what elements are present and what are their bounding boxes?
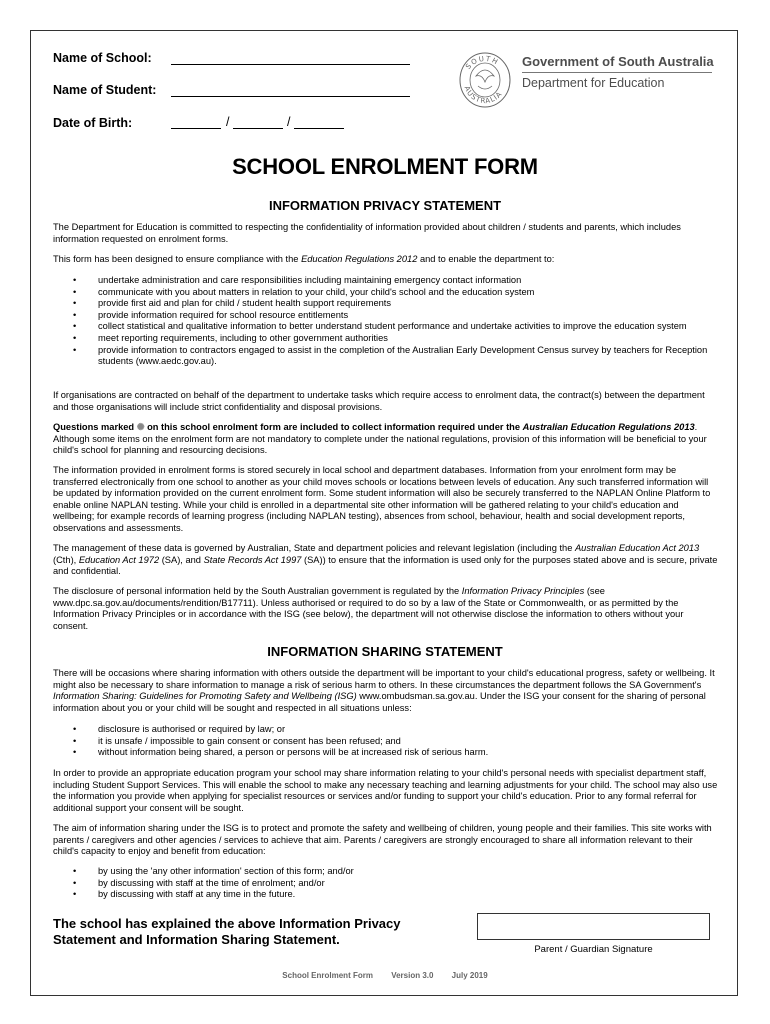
footer-date: July 2019 (451, 971, 488, 980)
sharing-exceptions-list (53, 724, 719, 759)
page-footer (0, 971, 770, 980)
privacy-storage: The information provided in enrolment forms is stored securely in local school and department databases. Information from your enrolment form may be transferred electronically from one school to another as your child moves schools or locations between levels of education. Any such transferred information will be updated by information provided on the current enrolment form. Some student information will also be securely transferred to the NAPLAN Online Platform to enable online NAPLAN testing. While your child is enrolled in a departmental site other information will be gathered relating to your child's education and wellbeing; for example records of learning progress (including NAPLAN testing), absences from school, behaviour, health and social development reports, observations and assessments. (53, 465, 711, 533)
list-item: • collect statistical and qualitative information to better understand student performance and undertake activities to improve the education system (53, 321, 719, 333)
list-item: • disclosure is authorised or required by law; or (53, 724, 719, 736)
department-name: Department for Education (522, 76, 665, 90)
list-item: • it is unsafe / impossible to gain consent or consent has been refused; and (53, 736, 719, 748)
list-item: • undertake administration and care responsibilities including maintaining emergency contact information (53, 275, 719, 287)
privacy-disclosure: The disclosure of personal information held by the South Australian government is regulated by the Information Privacy Principles (see www.dpc.sa.gov.au/documents/rendition/B17711). Unless authorised or required to do so by a law of the State or Commonwealth, or as permitted by the Information Privacy Principles or in accordance with the ISG (see below), the department will not otherwise disclose the information to others without your consent. (53, 586, 684, 631)
dob-day-field[interactable] (171, 128, 221, 129)
dob-month-field[interactable] (233, 128, 283, 129)
list-item: • provide information required for school resource entitlements (53, 310, 719, 322)
privacy-purpose: This form has been designed to ensure compliance with the Education Regulations 2012 and to enable the department to: (53, 254, 555, 264)
acknowledgement-statement: The school has explained the above Information Privacy Statement and Information Sharing Statement. (53, 916, 401, 947)
sa-crest-icon (458, 46, 512, 110)
dob-separator-2: / (287, 115, 291, 129)
sharing-heading: INFORMATION SHARING STATEMENT (267, 644, 503, 659)
svg-text:SOUTH: SOUTH (464, 54, 501, 71)
list-item: • meet reporting requirements, including to other government authorities (53, 333, 719, 345)
student-name-label: Name of Student: (53, 83, 157, 97)
list-item: • without information being shared, a person or persons will be at increased risk of serious harm. (53, 747, 719, 759)
dob-label: Date of Birth: (53, 116, 133, 130)
privacy-governance: The management of these data is governed by Australian, State and department policies and relevant legislation (including the Australian Education Act 2013 (Cth), Education Act 1972 (SA), and State Records Act 1997 (SA)) to ensure that the information is used only for the purposes stated above and is secure, private and confidential. (53, 543, 718, 577)
list-item: • communicate with you about matters in relation to your child, your child's school and the education system (53, 287, 719, 299)
footer-version: Version 3.0 (391, 971, 434, 980)
logo-divider (522, 72, 712, 73)
sharing-education-program: In order to provide an appropriate education program your school may share information relating to your child's personal needs with specialist department staff, including Student Support Services. This will enable the school to make any necessary teaching and learning adjustments for your child. The school may also use the information you provide when applying for specialist resources or services and/or funding to support your child's education. Prior to any formal referral for additional support your consent will be sought. (53, 768, 718, 813)
privacy-questions-marked: Questions marked ✺ on this school enrolment form are included to collect information required under the Australian Education Regulations 2013. Although some items on the enrolment form are not mandatory to complete under the national regulations, provision of this information will be beneficial to your child's school for planning and resourcing decisions. (53, 422, 707, 456)
privacy-contractors: If organisations are contracted on behalf of the department to undertake tasks which require access to enrolment data, the contract(s) between the department and those organisations will include strict confidentiality and disposal provisions. (53, 390, 705, 412)
list-item: • by discussing with staff at the time of enrolment; and/or (53, 878, 719, 890)
privacy-heading: INFORMATION PRIVACY STATEMENT (268, 198, 502, 213)
student-name-field[interactable] (171, 96, 410, 97)
government-logo (458, 46, 718, 110)
school-name-field[interactable] (171, 64, 410, 65)
school-name-label: Name of School: (53, 51, 152, 65)
form-title: SCHOOL ENROLMENT FORM (232, 154, 538, 179)
svg-text:AUSTRALIA: AUSTRALIA (462, 85, 504, 106)
list-item: • provide information to contractors engaged to assist in the completion of the Australian Early Development Census survey by teachers for Reception students (www.aedc.gov.au). (53, 345, 719, 368)
list-item: • by discussing with staff at any time in the future. (53, 889, 719, 901)
government-name: Government of South Australia (522, 54, 714, 69)
sharing-encouraged-list (53, 866, 719, 901)
footer-form-name: School Enrolment Form (282, 971, 373, 980)
signature-field[interactable] (477, 913, 710, 940)
dob-year-field[interactable] (294, 128, 344, 129)
list-item: • provide first aid and plan for child / student health support requirements (53, 298, 719, 310)
signature-label: Parent / Guardian Signature (534, 944, 653, 955)
dob-separator-1: / (226, 115, 230, 129)
sharing-intro: There will be occasions where sharing information with others outside the department will be important to your child's educational progress, safety or wellbeing. It might also be necessary to share information to manage a risk of serious harm to others. In these circumstances the department follows the SA Government's Information Sharing: Guidelines for Promoting Safety and Wellbeing (ISG) www.ombudsman.sa.gov.au. Under the ISG your consent for the sharing of personal information about you or your child will be sought and respected in all situations unless: (53, 668, 715, 713)
privacy-purpose-list (53, 275, 719, 368)
privacy-intro: The Department for Education is committed to respecting the confidentiality of information provided about children / students and parents, which includes information requested on enrolment forms. (53, 222, 681, 244)
list-item: • by using the 'any other information' section of this form; and/or (53, 866, 719, 878)
sharing-aim: The aim of information sharing under the ISG is to protect and promote the safety and wellbeing of children, young people and their families. This site works with parents / caregivers and other agencies / services to achieve that aim. Parents / caregivers are strongly encouraged to share all information relevant to their child's capacity to enjoy and benefit from education: (53, 823, 712, 857)
